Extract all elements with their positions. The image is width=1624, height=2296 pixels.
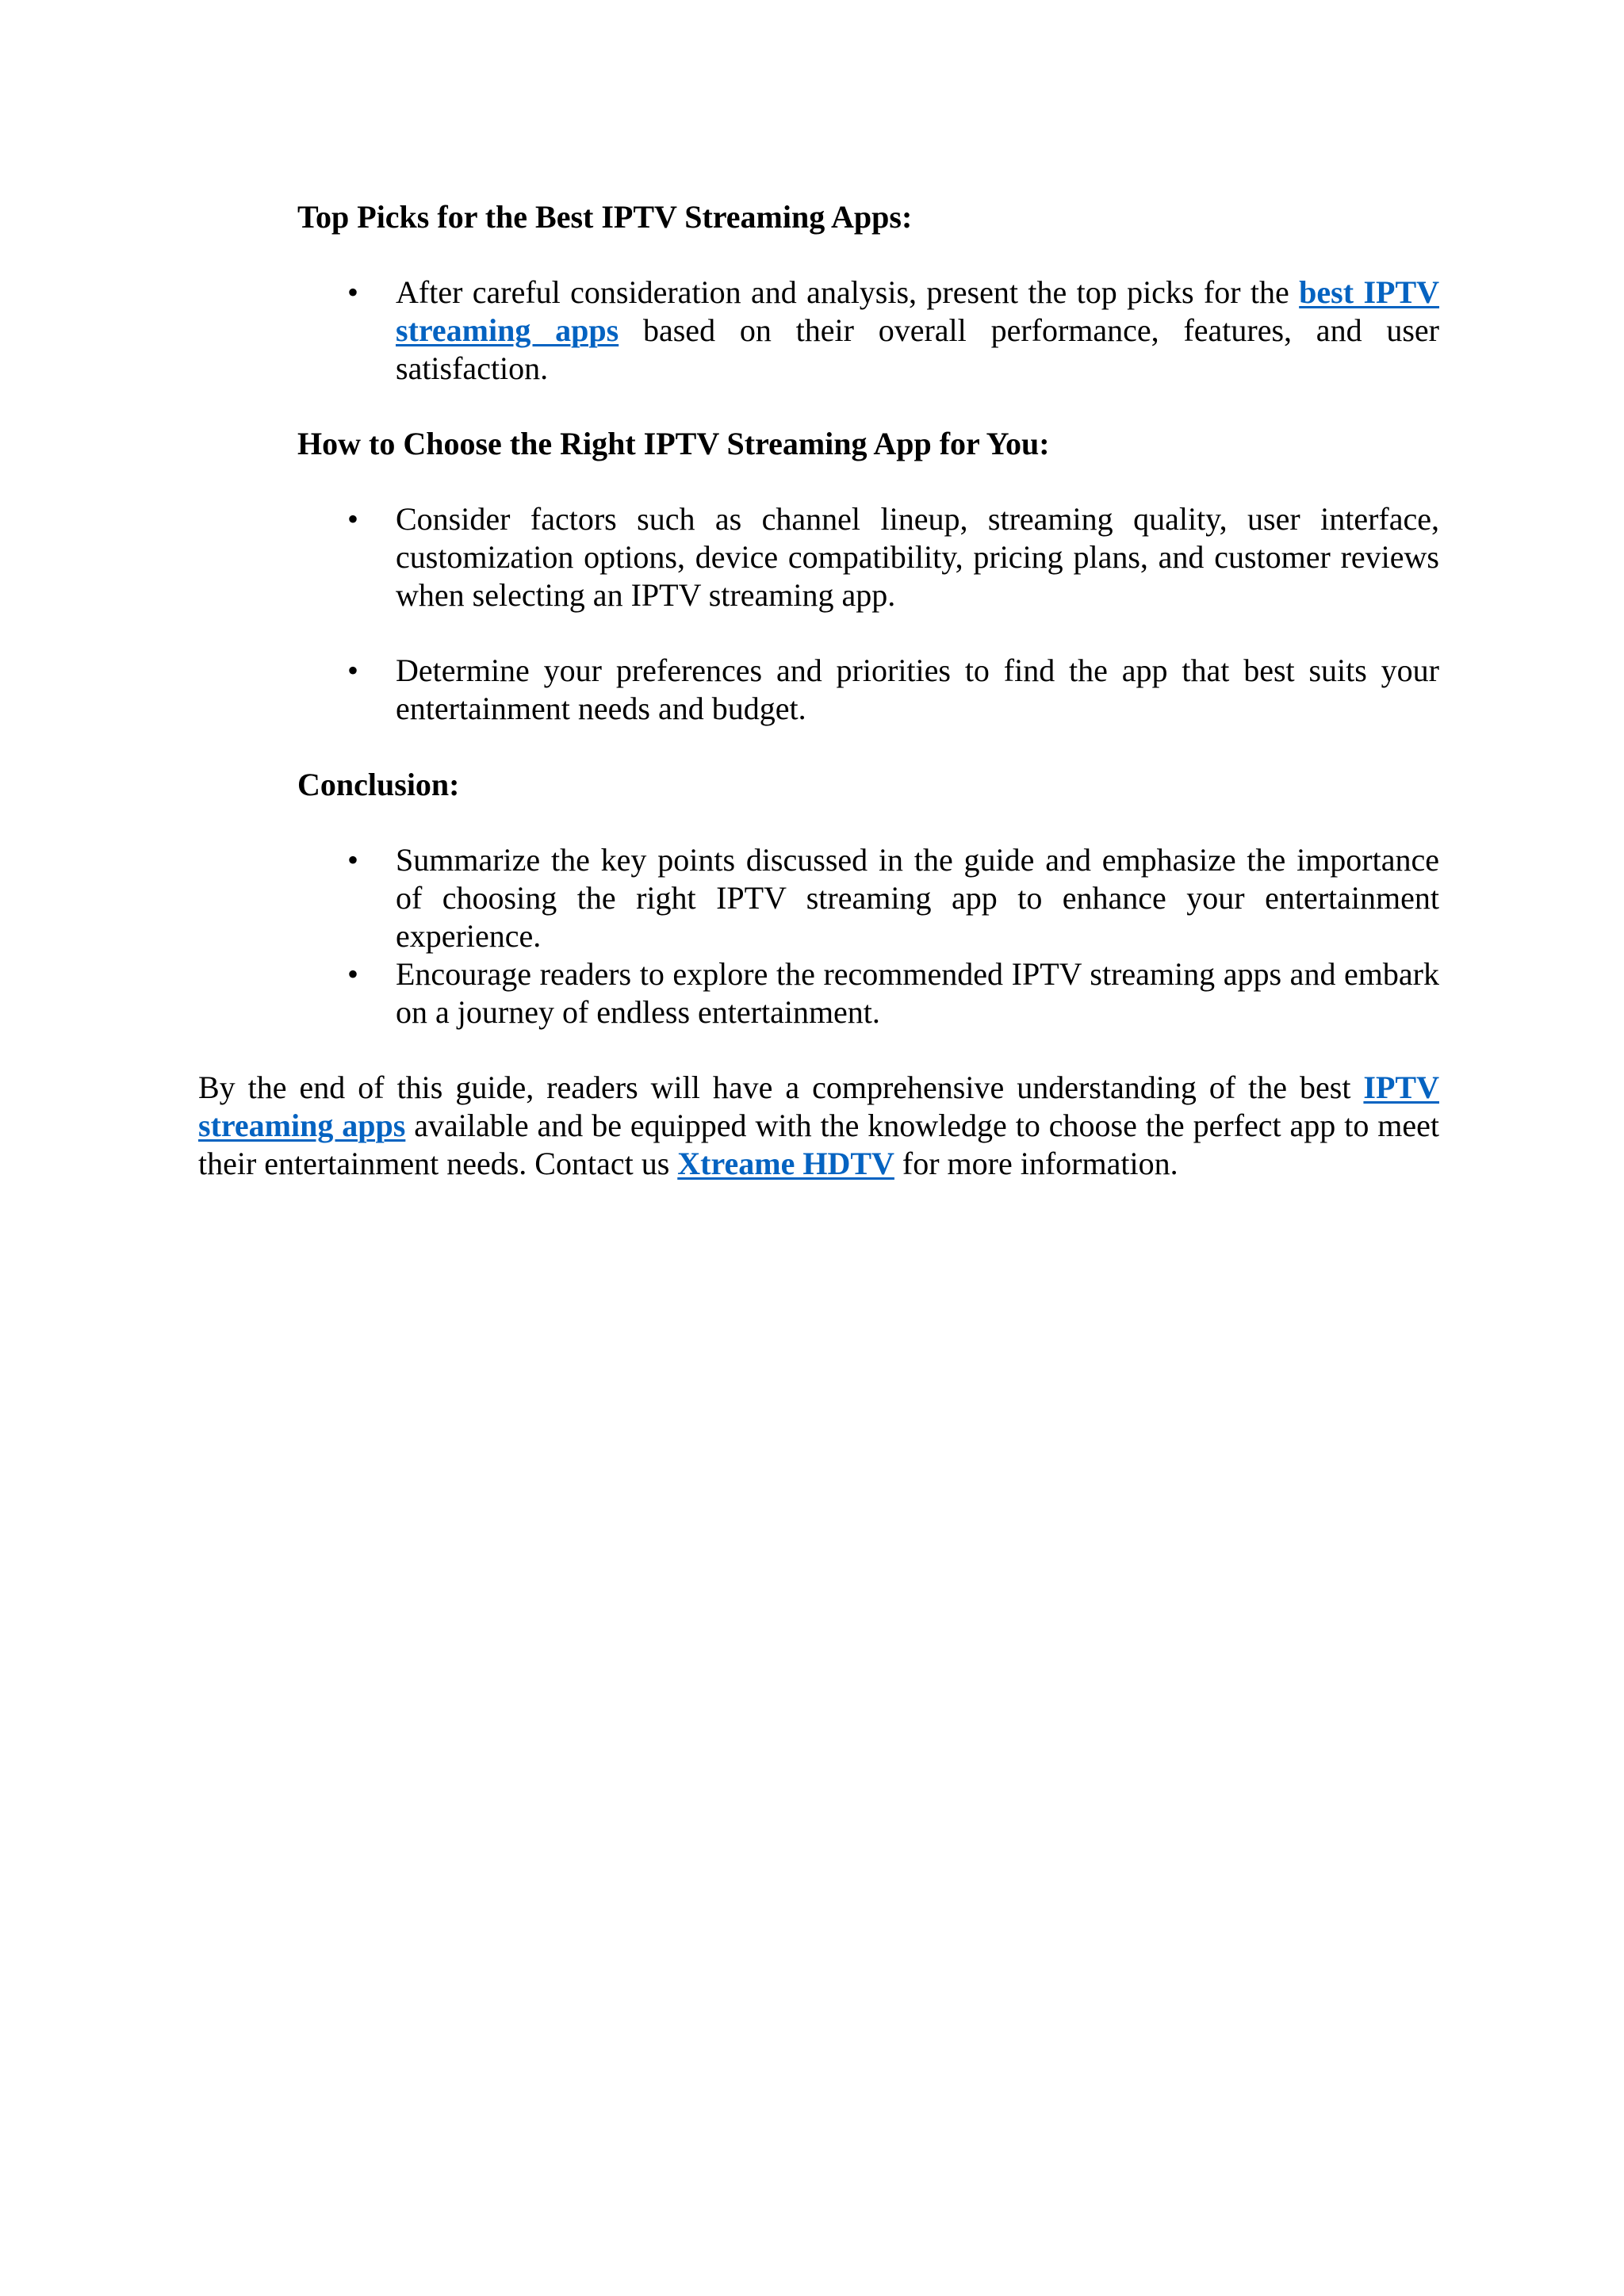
list-item xyxy=(297,652,1439,728)
closing-paragraph xyxy=(198,1069,1439,1183)
bullet-icon: • xyxy=(347,501,358,537)
list-conclusion xyxy=(297,841,1439,1031)
link-best-iptv-streaming-apps[interactable]: best IPTV streaming apps xyxy=(396,274,1440,348)
heading-top-picks: Top Picks for the Best IPTV Streaming Apps: xyxy=(297,199,913,235)
bullet-text: After careful consideration and analysis, present the top picks for the xyxy=(396,274,1300,310)
heading-how-to-choose: How to Choose the Right IPTV Streaming App for You: xyxy=(297,426,1050,461)
bullet-icon: • xyxy=(347,274,358,310)
bullet-text: Consider factors such as channel lineup, streaming quality, user interface, customization options, device compatibility, pricing plans, and customer reviews when selecting an IPTV streaming app. xyxy=(396,501,1439,613)
heading-conclusion: Conclusion: xyxy=(297,767,460,802)
list-item xyxy=(297,955,1439,1031)
list-top-picks xyxy=(297,274,1439,388)
list-item xyxy=(297,274,1439,388)
list-how-to-choose xyxy=(297,500,1439,614)
bullet-text: based on their overall performance, features, and user satisfaction. xyxy=(396,312,1439,386)
link-xtreame-hdtv[interactable]: Xtreame HDTV xyxy=(677,1146,894,1181)
bullet-text: Determine your preferences and priorities to find the app that best suits your entertainment needs and budget. xyxy=(396,652,1439,726)
bullet-text: Summarize the key points discussed in the guide and emphasize the importance of choosing the right IPTV streaming app to enhance your entertainment experience. xyxy=(396,842,1439,954)
list-item xyxy=(297,500,1439,614)
list-how-to-choose-2 xyxy=(297,652,1439,728)
closing-text: for more information. xyxy=(894,1146,1178,1181)
bullet-text: Encourage readers to explore the recommended IPTV streaming apps and embark on a journey of endless entertainment. xyxy=(396,956,1439,1030)
list-item xyxy=(297,841,1439,955)
bullet-icon: • xyxy=(347,842,358,878)
closing-text: By the end of this guide, readers will have a comprehensive understanding of the best xyxy=(198,1070,1364,1105)
closing-text: available and be equipped with the knowledge to choose the perfect app to meet their entertainment needs. Contact us xyxy=(198,1108,1439,1181)
bullet-icon: • xyxy=(347,956,358,992)
link-iptv-streaming-apps[interactable]: IPTV streaming apps xyxy=(198,1070,1439,1143)
bullet-icon: • xyxy=(347,652,358,688)
